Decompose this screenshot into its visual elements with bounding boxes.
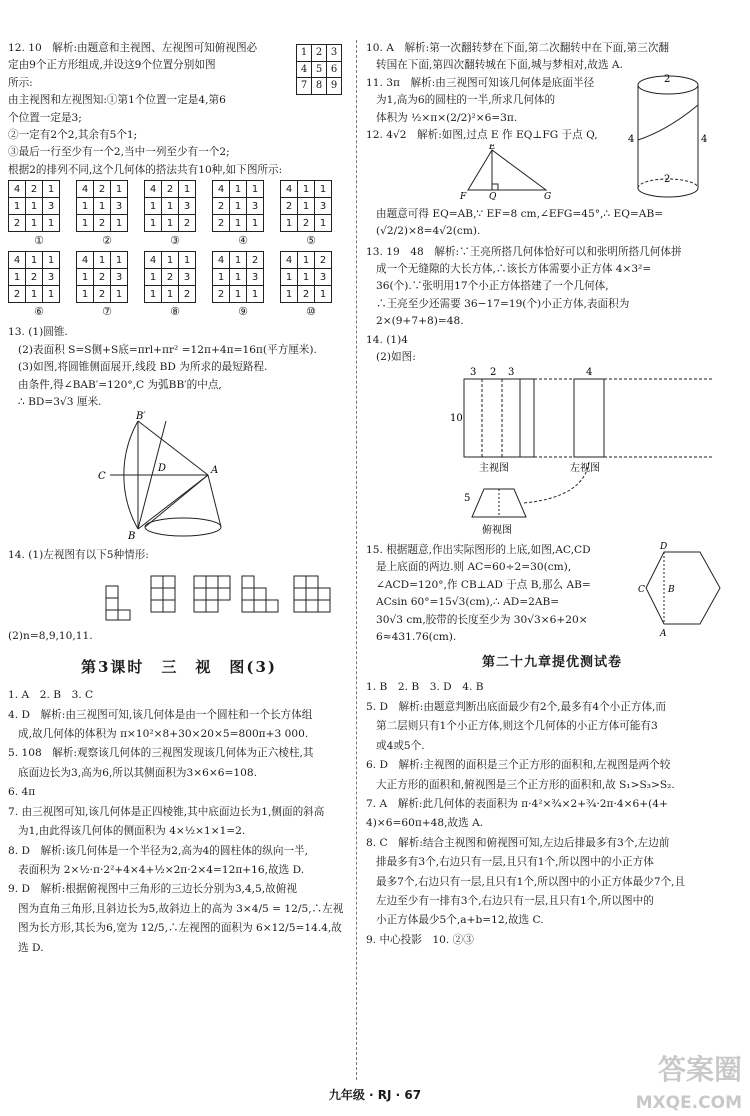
answer-line: 6. D 解析:主视图的面积是三个正方形的面积和,左视图是两个较 bbox=[366, 759, 671, 772]
answer-line: 12. 4√2 解析:如图,过点 E 作 EQ⊥FG 于点 Q, bbox=[366, 129, 598, 142]
answer-line: 15. 根据题意,作出实际图形的上底,如图,AC,CD bbox=[366, 543, 591, 556]
grid-cell: 4 bbox=[281, 252, 298, 269]
top-view-label: 俯视图 bbox=[482, 524, 512, 536]
grid-cell: 1 bbox=[230, 252, 247, 269]
answer-line: 14. (1)4 bbox=[366, 333, 408, 346]
solution-label: ⑧ bbox=[170, 305, 180, 319]
answer-line: 为1,高为6的圆柱的一半,所求几何体的 bbox=[376, 94, 556, 107]
q12-line: 由主视图和左视图知:①第1个位置一定是4,第6 bbox=[8, 94, 226, 107]
grid-cell: 2 bbox=[9, 286, 26, 303]
grid-cell: 1 bbox=[43, 181, 60, 198]
grid-cell: 1 bbox=[43, 252, 60, 269]
answer-line: 4. D 解析:由三视图可知,该几何体是由一个圆柱和一个长方体组 bbox=[8, 708, 313, 721]
answer-line: 1. B 2. B 3. D 4. B bbox=[366, 681, 484, 694]
grid-cell: 1 bbox=[26, 286, 43, 303]
grid-cell: 1 bbox=[230, 269, 247, 286]
solution-grids bbox=[8, 180, 350, 320]
grid-cell: 3 bbox=[315, 269, 332, 286]
grid-cell: 1 bbox=[281, 215, 298, 232]
grid-cell: 3 bbox=[43, 198, 60, 215]
q13-line: 由条件,得∠BAB′=120°,C 为弧BB′的中点, bbox=[18, 378, 222, 391]
solution-grid bbox=[144, 251, 206, 320]
answer-line: 10. A 解析:第一次翻转梦在下面,第二次翻转中在下面,第三次翻 bbox=[366, 42, 670, 54]
grid-cell: 2 bbox=[247, 252, 264, 269]
grid-cell: 2 bbox=[315, 252, 332, 269]
answer-line: 表面积为 2×½·π·2²+4×4+½×2π·2×4=12π+16,故选 D. bbox=[18, 863, 305, 876]
answer-line: (2)如图: bbox=[376, 351, 416, 364]
solution-grid bbox=[280, 180, 342, 249]
grid-cell: 1 bbox=[281, 269, 298, 286]
grid-cell: 1 bbox=[162, 198, 179, 215]
solution-label: ① bbox=[34, 234, 44, 248]
grid-cell: 2 bbox=[162, 181, 179, 198]
svg-text:3: 3 bbox=[508, 366, 515, 378]
grid-cell: 1 bbox=[247, 215, 264, 232]
answer-line: 8. C 解析:结合主视图和俯视图可知,左边后排最多有3个,左边前 bbox=[366, 836, 670, 849]
solution-grid bbox=[144, 180, 206, 249]
solution-label: ② bbox=[102, 234, 112, 248]
grid-cell: 1 bbox=[94, 252, 111, 269]
grid-cell: 3 bbox=[247, 198, 264, 215]
grid-cell: 1 bbox=[179, 252, 196, 269]
grid-cell: 1 bbox=[298, 252, 315, 269]
svg-text:10: 10 bbox=[450, 412, 463, 424]
chapter-title: 第二十九章提优测试卷 bbox=[481, 655, 622, 671]
solution-label: ③ bbox=[170, 234, 180, 248]
svg-text:E: E bbox=[489, 144, 496, 153]
grid-cell: 1 bbox=[77, 286, 94, 303]
solution-grid bbox=[212, 251, 274, 320]
solution-label: ④ bbox=[238, 234, 248, 248]
grid-cell: 1 bbox=[162, 215, 179, 232]
q13-line: ∴ BD=3√3 厘米. bbox=[18, 395, 102, 408]
right-top-block bbox=[366, 40, 738, 240]
answer-line: 8. D 解析:该几何体是一个半径为2,高为4的圆柱体的纵向一半, bbox=[8, 844, 309, 857]
grid-cell: 1 bbox=[179, 181, 196, 198]
answer-line: 7. 由三视图可知,该几何体是正四棱锥,其中底面边长为1,侧面的斜高 bbox=[8, 805, 325, 818]
grid-cell: 1 bbox=[111, 215, 128, 232]
answer-line: 图为长方形,其长为6,宽为 12/5,∴左视图的面积为 6×12/5=14.4,故 bbox=[18, 922, 342, 935]
grid-cell: 2 bbox=[94, 215, 111, 232]
q12-line: 个位置一定是3; bbox=[8, 111, 82, 124]
solution-grid bbox=[8, 251, 70, 320]
grid-cell: 4 bbox=[9, 252, 26, 269]
solution-grid bbox=[76, 251, 138, 320]
answer-line: 9. D 解析:根据俯视图中三角形的三边长分别为3,4,5,故俯视 bbox=[8, 883, 297, 896]
grid-cell: 1 bbox=[315, 215, 332, 232]
q13-line: (3)如图,将圆锥侧面展开,线段 BD 为所求的最短路程. bbox=[18, 361, 268, 374]
answer-line: 30√3 cm,胶带的长度至少为 30√3×6+20× bbox=[376, 613, 588, 626]
grid-cell: 1 bbox=[298, 269, 315, 286]
grid-cell: 1 bbox=[230, 181, 247, 198]
left-view-shapes bbox=[16, 564, 346, 622]
answer-line: 左边至少有一排有3个,右边只有一层,且只有1个,所以图中的 bbox=[376, 894, 654, 907]
svg-text:2: 2 bbox=[490, 366, 497, 378]
grid-cell: 1 bbox=[145, 269, 162, 286]
answer-line: 5. D 解析:由题意判断出底面最少有2个,最多有4个小正方体,而 bbox=[366, 700, 667, 713]
answer-line: 大正方形的面积和,俯视图是三个正方形的面积和,故 S₁>S₃>S₂. bbox=[376, 778, 675, 791]
svg-text:2: 2 bbox=[664, 74, 671, 85]
grid-cell: 1 bbox=[77, 215, 94, 232]
q12-line: 12. 10 解析:由题意和主视图、左视图可知俯视图必 bbox=[8, 42, 258, 54]
grid-cell: 3 bbox=[247, 269, 264, 286]
label-D: D bbox=[158, 463, 167, 475]
solution-grid bbox=[8, 180, 70, 249]
grid-cell: 2 bbox=[26, 269, 43, 286]
answer-line: 成一个无缝隙的大长方体,∴该长方体需要小正方体 4×3²= bbox=[376, 263, 652, 276]
q13-line: (2)表面积 S=S侧+S底=πrl+πr² =12π+4π=16π(平方厘米). bbox=[18, 343, 317, 356]
answer-line: 由题意可得 EQ=AB,∵ EF=8 cm,∠EFG=45°,∴ EQ=AB= bbox=[376, 207, 664, 220]
solution-label: ⑦ bbox=[102, 305, 112, 319]
answer-line: 排最多有3个,右边只有一层,且只有1个,所以图中的小正方体 bbox=[376, 856, 654, 869]
label-C: C bbox=[98, 471, 106, 483]
grid-cell: 2 bbox=[213, 215, 230, 232]
label-B: B bbox=[128, 531, 136, 542]
answer-line: 36(个).∵张明用17个小正方体搭建了一个几何体, bbox=[376, 280, 609, 293]
grid-cell: 1 bbox=[26, 252, 43, 269]
grid-cell: 4 bbox=[77, 181, 94, 198]
answer-line: 转国在下面,第四次翻转城在下面,城与梦相对,故选 A. bbox=[376, 59, 623, 72]
answer-line: 1. A 2. B 3. C bbox=[8, 689, 94, 702]
q12-line: 所示: bbox=[8, 76, 33, 89]
answer-line: 7. A 解析:此几何体的表面积为 π·4²×¾×2+¾·2π·4×6+(4+ bbox=[366, 797, 668, 810]
grid-cell: 1 bbox=[247, 286, 264, 303]
left-column bbox=[8, 40, 350, 959]
grid-cell: 1 bbox=[9, 198, 26, 215]
triangle-EFG-figure bbox=[456, 144, 566, 200]
grid-cell: 2 bbox=[94, 286, 111, 303]
q12-block bbox=[8, 40, 350, 320]
main-view-label: 主视图 bbox=[479, 462, 509, 474]
page-footer: 九年级 · RJ · 67 bbox=[328, 1088, 422, 1102]
three-views-figure bbox=[424, 367, 724, 537]
right-column bbox=[366, 40, 738, 951]
answer-line: 或4或5个. bbox=[376, 739, 425, 752]
grid-cell: 1 bbox=[230, 198, 247, 215]
grid-cell: 1 bbox=[145, 286, 162, 303]
answer-line: 4)×6=60π+48,故选 A. bbox=[366, 817, 484, 830]
answer-line: 选 D. bbox=[18, 941, 44, 954]
grid-cell: 2 bbox=[94, 181, 111, 198]
lesson-answers bbox=[8, 687, 350, 956]
grid-cell: 1 bbox=[281, 286, 298, 303]
grid-cell: 4 bbox=[281, 181, 298, 198]
grid-cell: 3 bbox=[179, 269, 196, 286]
q12-line: 定由9个正方形组成,并设这9个位置分别如图 bbox=[8, 59, 216, 72]
left-view-label: 左视图 bbox=[570, 462, 600, 474]
solution-grid bbox=[280, 251, 342, 320]
answer-line: 小正方体最少5个,a+b=12,故选 C. bbox=[376, 914, 544, 927]
svg-text:F: F bbox=[460, 192, 467, 201]
grid-cell: 1 bbox=[111, 286, 128, 303]
grid-cell: 1 bbox=[77, 269, 94, 286]
label-B-prime: B′ bbox=[136, 411, 146, 423]
answer-line: 11. 3π 解析:由三视图可知该几何体是底面半径 bbox=[366, 76, 595, 89]
answer-line: 2×(9+7+8)=48. bbox=[376, 315, 464, 328]
q12-line: ③最后一行至少有一个2,当中一列至少有一个2; bbox=[8, 146, 230, 159]
grid-cell: 2 bbox=[281, 198, 298, 215]
grid-cell: 4 bbox=[9, 181, 26, 198]
grid-cell: 1 bbox=[230, 286, 247, 303]
svg-text:3: 3 bbox=[470, 366, 477, 378]
q14-line: 14. (1)左视图有以下5种情形: bbox=[8, 548, 149, 561]
q14-tail: (2)n=8,9,10,11. bbox=[8, 629, 93, 642]
svg-text:4: 4 bbox=[586, 366, 593, 378]
solution-label: ⑨ bbox=[238, 305, 248, 319]
grid-cell: 1 bbox=[315, 286, 332, 303]
grid-cell: 1 bbox=[162, 286, 179, 303]
grid-cell: 1 bbox=[9, 269, 26, 286]
answer-line: ∠ACD=120°,作 CB⊥AD 于点 B,那么 AB= bbox=[376, 578, 591, 591]
q15-block bbox=[366, 542, 738, 645]
label-A: A bbox=[211, 465, 219, 477]
position-grid: 1 2 3 4 5 6 7 8 9 bbox=[296, 44, 342, 95]
solution-grid bbox=[76, 180, 138, 249]
grid-cell: 1 bbox=[43, 215, 60, 232]
grid-cell: 3 bbox=[111, 269, 128, 286]
hexagon-figure bbox=[638, 540, 730, 640]
answer-line: 体积为 ½×π×(2/2)²×6=3π. bbox=[376, 111, 518, 124]
answer-line: 5. 108 解析:观察该几何体的三视图发现该几何体为正六棱柱,其 bbox=[8, 747, 314, 760]
grid-cell: 2 bbox=[298, 215, 315, 232]
solution-label: ⑥ bbox=[34, 305, 44, 319]
grid-cell: 2 bbox=[179, 286, 196, 303]
answer-line: 图为直角三角形,且斜边长为5,故斜边上的高为 3×4/5 = 12/5,∴左视 bbox=[18, 902, 344, 915]
answer-line: 是上底面的两边.则 AC=60÷2=30(cm), bbox=[376, 561, 572, 574]
answer-line: 6. 4π bbox=[8, 786, 36, 799]
svg-text:G: G bbox=[544, 192, 552, 201]
grid-cell: 1 bbox=[26, 198, 43, 215]
cone-unfold-figure bbox=[98, 411, 298, 541]
svg-text:2: 2 bbox=[664, 174, 671, 185]
grid-cell: 1 bbox=[230, 215, 247, 232]
q14-right-block bbox=[366, 332, 738, 542]
grid-cell: 3 bbox=[179, 198, 196, 215]
half-cylinder-figure bbox=[628, 70, 718, 200]
grid-cell: 1 bbox=[111, 181, 128, 198]
grid-cell: 1 bbox=[94, 198, 111, 215]
grid-cell: 2 bbox=[94, 269, 111, 286]
solution-label: ⑤ bbox=[306, 234, 316, 248]
grid-cell: 4 bbox=[213, 181, 230, 198]
grid-cell: 2 bbox=[298, 286, 315, 303]
column-divider bbox=[356, 40, 357, 1080]
chapter-answers bbox=[366, 679, 738, 948]
q12-line: 根据2的排列不同,这个几何体的搭法共有10种,如下图所示: bbox=[8, 163, 283, 176]
grid-cell: 2 bbox=[9, 215, 26, 232]
q13-block bbox=[8, 324, 350, 546]
answer-line: 成,故几何体的体积为 π×10²×8+30×20×5=800π+3 000. bbox=[18, 728, 309, 741]
grid-cell: 2 bbox=[26, 181, 43, 198]
grid-cell: 4 bbox=[145, 181, 162, 198]
svg-text:A: A bbox=[660, 628, 667, 639]
grid-cell: 2 bbox=[179, 215, 196, 232]
grid-cell: 3 bbox=[315, 198, 332, 215]
watermark-logo: 答案圈 bbox=[657, 1053, 742, 1086]
grid-cell: 4 bbox=[145, 252, 162, 269]
grid-cell: 1 bbox=[247, 181, 264, 198]
grid-cell: 1 bbox=[213, 269, 230, 286]
answer-line: 底面边长为3,高为6,所以其侧面积为3×6×6=108. bbox=[18, 766, 257, 779]
grid-cell: 1 bbox=[111, 252, 128, 269]
q13-right-block bbox=[366, 244, 738, 330]
answer-line: ∴王亮至少还需要 36−17=19(个)小正方体,表面积为 bbox=[376, 297, 630, 310]
answer-line: 9. 中心投影 10. ②③ bbox=[366, 933, 474, 946]
answer-line: ACsin 60°=15√3(cm),∴ AD=2AB= bbox=[376, 596, 560, 609]
watermark-url: MXQE.COM bbox=[635, 1093, 742, 1113]
solution-grid bbox=[212, 180, 274, 249]
svg-text:4: 4 bbox=[701, 134, 708, 145]
answer-line: 6≈431.76(cm). bbox=[376, 630, 457, 643]
answer-line: 13. 19 48 解析:∵王亮所搭几何体恰好可以和张明所搭几何体拼 bbox=[366, 245, 682, 258]
grid-cell: 2 bbox=[213, 198, 230, 215]
grid-cell: 1 bbox=[145, 198, 162, 215]
svg-text:D: D bbox=[660, 541, 668, 552]
svg-text:C: C bbox=[638, 584, 645, 595]
q13-line: 13. (1)圆锥. bbox=[8, 326, 68, 339]
grid-cell: 1 bbox=[298, 198, 315, 215]
solution-label: ⑩ bbox=[306, 305, 316, 319]
grid-cell: 1 bbox=[315, 181, 332, 198]
grid-cell: 3 bbox=[111, 198, 128, 215]
answer-line: (√2/2)×8=4√2(cm). bbox=[376, 225, 481, 238]
answer-line: 最多7个,右边只有一层,且只有1个,所以图中的小正方体最少7个,且 bbox=[376, 875, 686, 888]
grid-cell: 3 bbox=[43, 269, 60, 286]
grid-cell: 2 bbox=[162, 269, 179, 286]
answer-line: 为1,由此得该几何体的侧面积为 4×½×1×1=2. bbox=[18, 825, 246, 838]
q12-line: ②一定有2个2,其余有5个1; bbox=[8, 129, 138, 142]
grid-cell: 1 bbox=[162, 252, 179, 269]
svg-text:5: 5 bbox=[464, 492, 471, 504]
grid-cell: 1 bbox=[145, 215, 162, 232]
svg-text:B: B bbox=[668, 584, 675, 595]
grid-cell: 1 bbox=[77, 198, 94, 215]
svg-text:Q: Q bbox=[489, 192, 497, 201]
q14-block bbox=[8, 547, 350, 644]
grid-cell: 1 bbox=[26, 215, 43, 232]
grid-cell: 4 bbox=[213, 252, 230, 269]
grid-cell: 2 bbox=[213, 286, 230, 303]
grid-cell: 4 bbox=[77, 252, 94, 269]
answer-line: 第二层则只有1个小正方体,则这个几何体的小正方体可能有3 bbox=[376, 720, 658, 733]
svg-text:4: 4 bbox=[628, 134, 635, 145]
grid-cell: 1 bbox=[43, 286, 60, 303]
grid-cell: 1 bbox=[298, 181, 315, 198]
lesson-title: 第3课时 三 视 图(3) bbox=[80, 658, 278, 676]
